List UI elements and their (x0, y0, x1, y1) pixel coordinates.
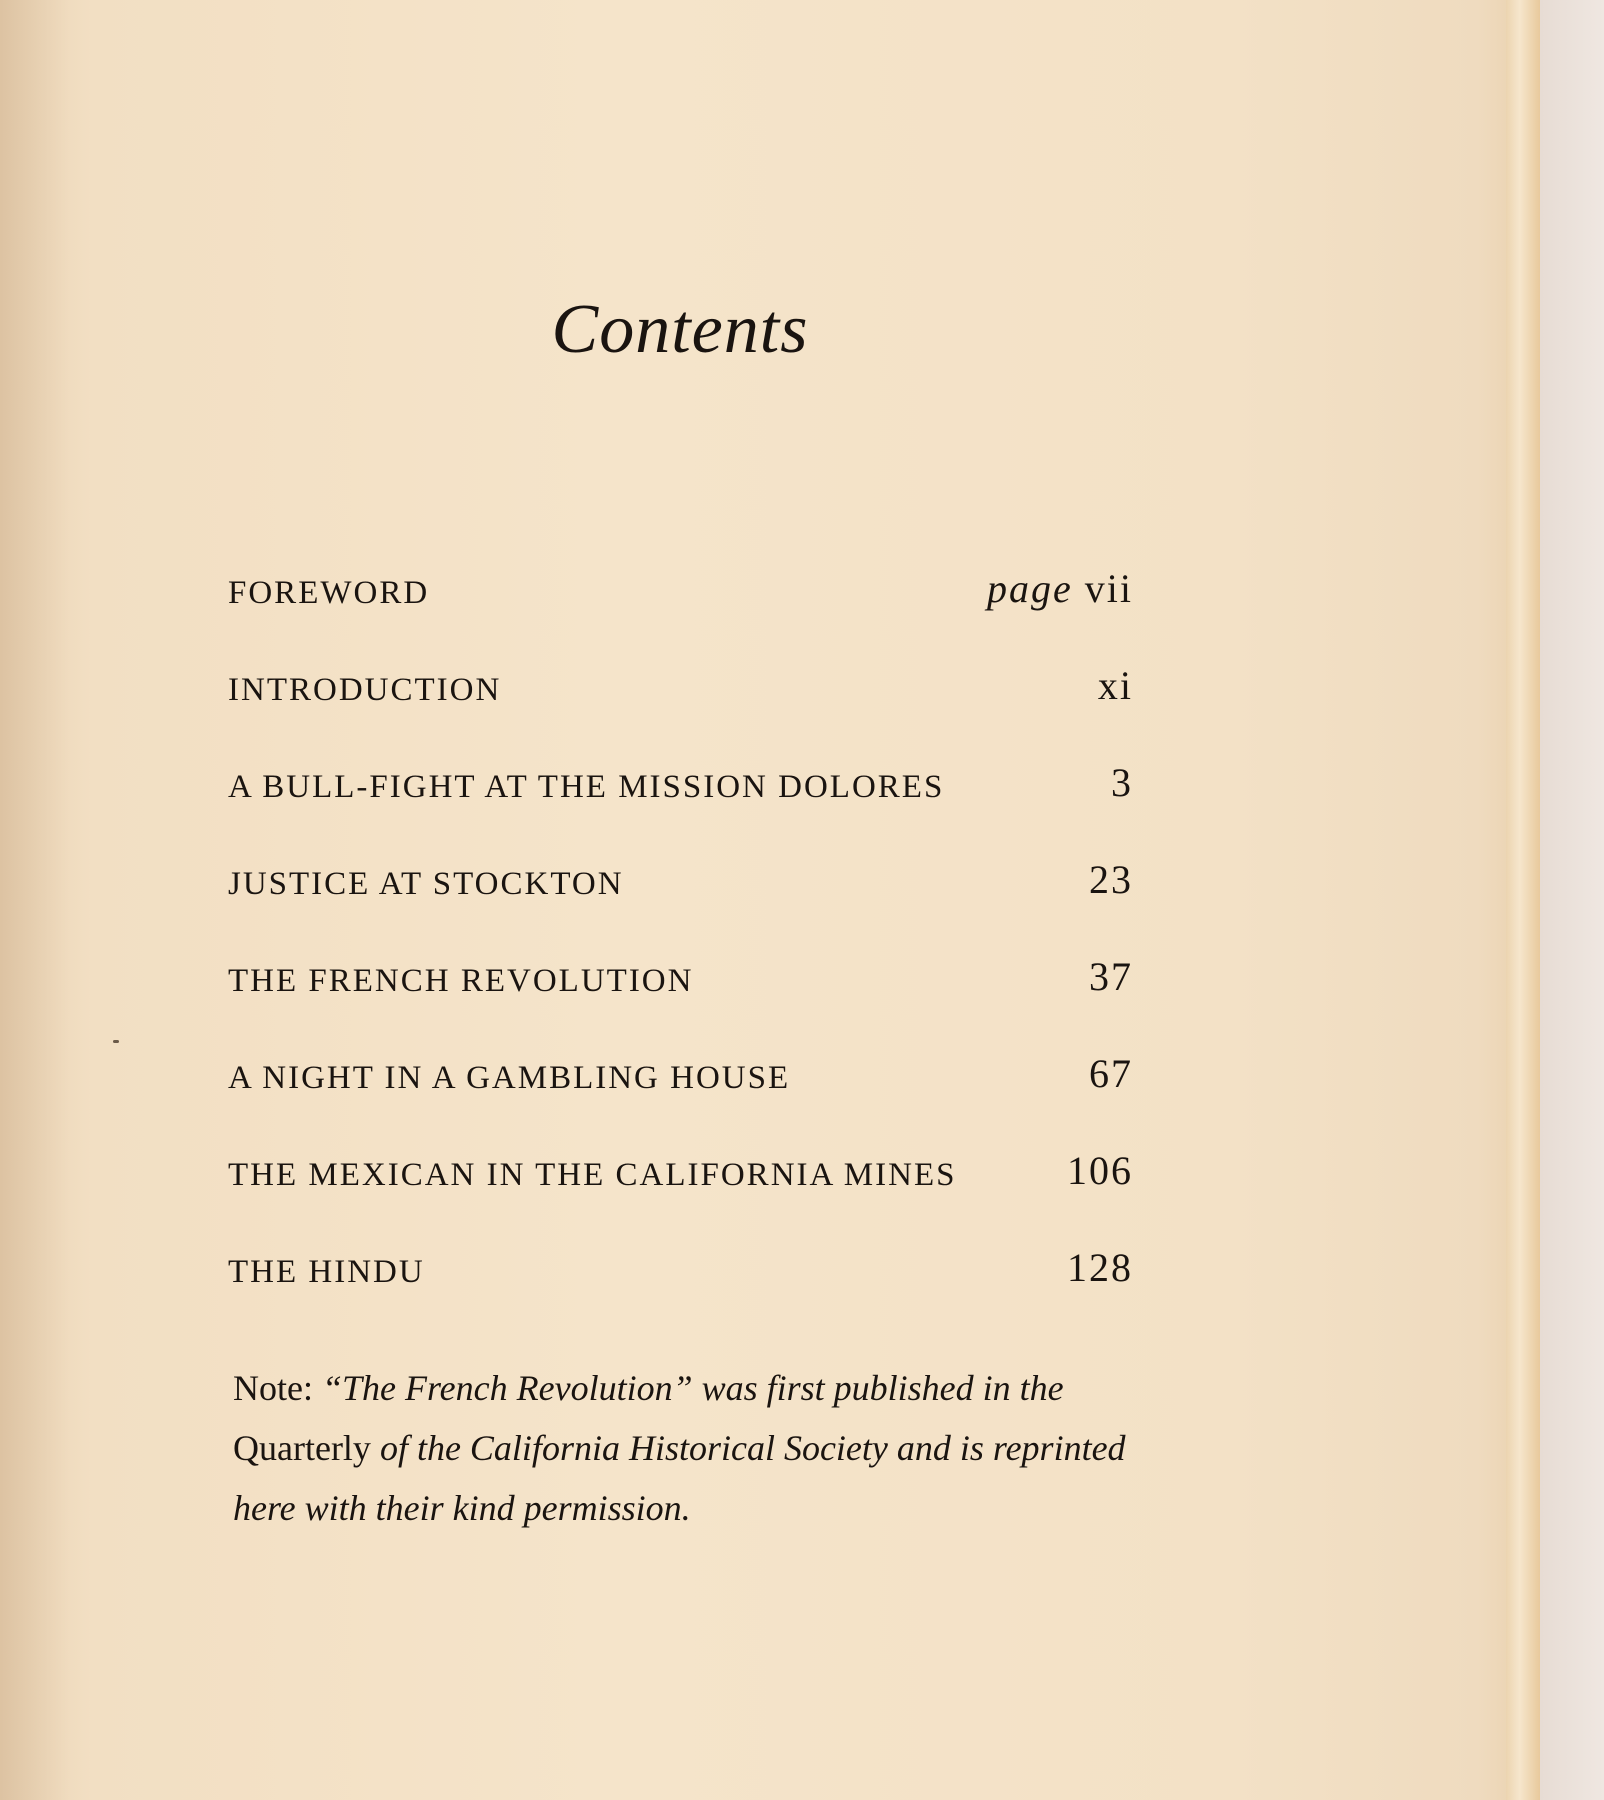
toc-entry-mexican (228, 1142, 1133, 1202)
toc-entry-gambling-house (228, 1045, 1133, 1105)
toc-entry-title: INTRODUCTION (228, 672, 502, 708)
toc-entry-title: THE MEXICAN IN THE CALIFORNIA MINES (228, 1157, 957, 1193)
paper-fleck (113, 1040, 119, 1043)
page-title: Contents (551, 291, 809, 368)
gutter-shadow (0, 0, 70, 1800)
page-prefix: page (987, 566, 1073, 611)
toc-entry-title: JUSTICE AT STOCKTON (228, 866, 624, 902)
toc-entry-page: 3 (1111, 760, 1133, 805)
toc-entry-page: 128 (1067, 1245, 1133, 1290)
toc-entry-page: xi (1097, 663, 1133, 708)
toc-entry-introduction (228, 657, 1133, 717)
toc-entry-justice (228, 851, 1133, 911)
toc-entry-title: THE FRENCH REVOLUTION (228, 963, 694, 999)
toc-entry-foreword (228, 560, 1133, 620)
toc-entry-title: THE HINDU (228, 1254, 425, 1290)
toc-entry-page: 23 (1089, 857, 1133, 902)
toc-entry-title: FOREWORD (228, 575, 430, 611)
note-text-italic: “The French Revolution” was first published in the (321, 1368, 1064, 1408)
toc-entry-french-revolution (228, 948, 1133, 1008)
publication-note (233, 1358, 1138, 1538)
note-journal-name: Quarterly (233, 1428, 371, 1468)
page-number: vii (1084, 566, 1133, 611)
toc-entry-bull-fight (228, 754, 1133, 814)
page-edge (1506, 0, 1540, 1800)
note-text-italic-end: of the California Historical Society and is reprinted here with their kind permission. (233, 1428, 1126, 1528)
backdrop (1540, 0, 1604, 1800)
toc-entry-title: A NIGHT IN A GAMBLING HOUSE (228, 1060, 791, 1096)
toc-entry-page: 106 (1067, 1148, 1133, 1193)
toc-entry-page: 67 (1089, 1051, 1133, 1096)
toc-entry-hindu (228, 1239, 1133, 1299)
toc-entry-page: 37 (1089, 954, 1133, 999)
toc-entry-title: A BULL-FIGHT AT THE MISSION DOLORES (228, 769, 945, 805)
note-lead: Note: (233, 1368, 322, 1408)
toc-entry-page (987, 565, 1133, 612)
